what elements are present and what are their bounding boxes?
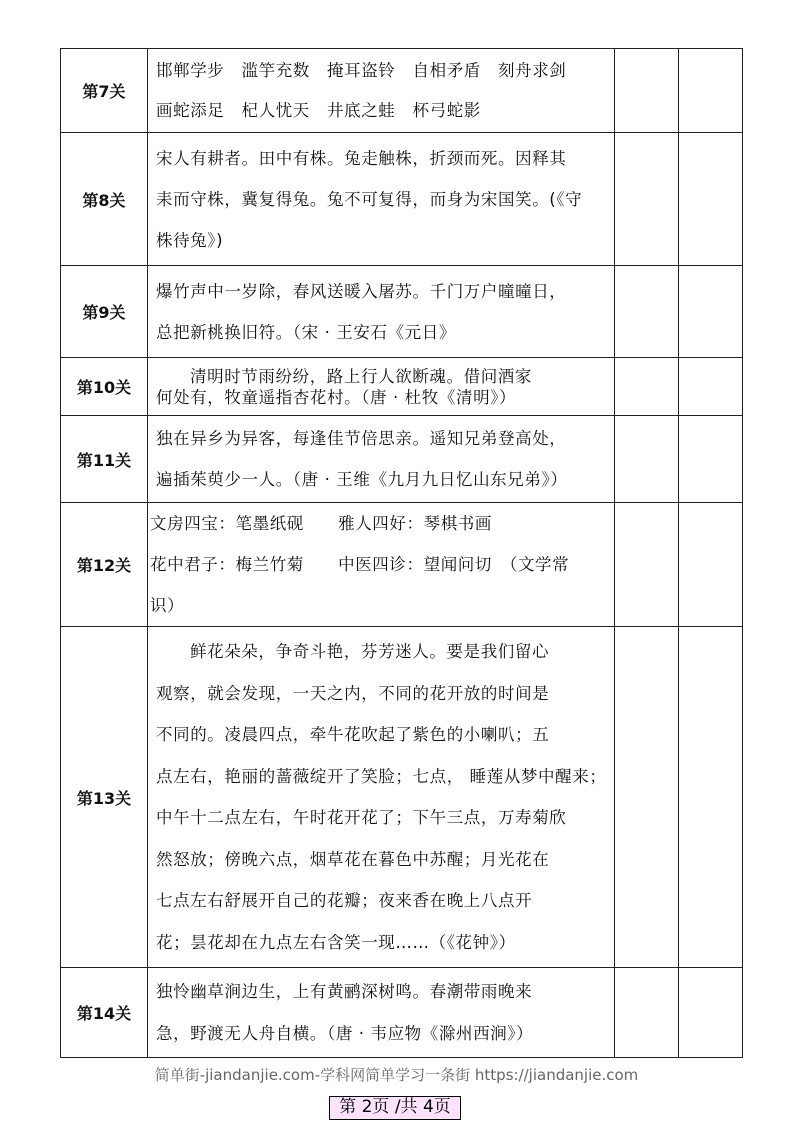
level-label: 第12关 <box>61 503 148 627</box>
level-content <box>148 133 615 266</box>
content-line: 清明时节雨纷纷，路上行人欲断魂。借问酒家 <box>190 366 532 386</box>
blank-cell <box>615 266 679 358</box>
blank-cell <box>615 49 679 133</box>
table-row <box>61 503 743 627</box>
level-content <box>148 358 615 416</box>
content-line: 点左右，艳丽的蔷薇绽开了笑脸；七点， 睡莲从梦中醒来； <box>156 766 607 786</box>
content-line: 花中君子：梅兰竹菊 中医四诊：望闻问切 （文学常 <box>150 555 570 574</box>
table-row <box>61 133 743 266</box>
content-line: 遍插茱萸少一人。（唐 · 王维《九月九日忆山东兄弟》） <box>156 470 568 489</box>
content-line: 何处有，牧童遥指杏花村。（唐 · 杜牧《清明》） <box>156 387 517 407</box>
blank-cell <box>615 968 679 1058</box>
blank-cell <box>615 133 679 266</box>
footer-watermark: 简单街-jiandanjie.com-学科网简单学习一条街 https://jiandanjie.com <box>154 1066 639 1084</box>
table-row <box>61 968 743 1058</box>
level-content <box>148 49 615 133</box>
level-content <box>148 416 615 503</box>
level-label: 第7关 <box>61 49 148 133</box>
table-row <box>61 266 743 358</box>
content-line: 邯郸学步 滥竽充数 掩耳盗铃 自相矛盾 刻舟求剑 <box>156 60 567 80</box>
level-label: 第14关 <box>61 968 148 1058</box>
content-line: 画蛇添足 杞人忧天 井底之蛙 杯弓蛇影 <box>156 100 481 120</box>
level-label: 第8关 <box>61 133 148 266</box>
table-row <box>61 416 743 503</box>
table-row <box>61 49 743 133</box>
level-label: 第13关 <box>61 627 148 968</box>
blank-cell <box>679 358 743 416</box>
content-line: 然怒放；傍晚六点，烟草花在暮色中苏醒；月光花在 <box>156 849 550 869</box>
content-line: 独在异乡为异客，每逢佳节倍思亲。遥知兄弟登高处， <box>156 429 567 448</box>
level-content <box>148 503 615 627</box>
blank-cell <box>679 266 743 358</box>
levels-table <box>60 48 743 1058</box>
blank-cell <box>615 358 679 416</box>
blank-cell <box>679 49 743 133</box>
content-line: 独怜幽草涧边生，上有黄鹂深树鸣。春潮带雨晚来 <box>156 982 533 1001</box>
blank-cell <box>679 133 743 266</box>
blank-cell <box>679 968 743 1058</box>
content-line: 七点左右舒展开自己的花瓣；夜来香在晚上八点开 <box>156 891 533 910</box>
blank-cell <box>615 416 679 503</box>
content-line: 文房四宝：笔墨纸砚 雅人四好：琴棋书画 <box>150 514 492 533</box>
blank-cell <box>615 503 679 627</box>
table-row <box>61 358 743 416</box>
table-row <box>61 627 743 968</box>
level-label: 第11关 <box>61 416 148 503</box>
content-line: 耒而守株，冀复得兔。兔不可复得，而身为宋国笑。(《守 <box>156 189 583 209</box>
blank-cell <box>679 627 743 968</box>
content-line: 爆竹声中一岁除，春风送暖入屠苏。千门万户曈曈日， <box>156 281 567 301</box>
content-line: 中午十二点左右，午时花开花了；下午三点，万寿菊欣 <box>156 808 567 827</box>
content-line: 观察，就会发现，一天之内，不同的花开放的时间是 <box>156 683 550 703</box>
blank-cell <box>679 503 743 627</box>
content-line: 急，野渡无人舟自横。（唐 · 韦应物《滁州西涧》） <box>156 1023 534 1043</box>
level-label: 第10关 <box>61 358 148 416</box>
content-line: 识） <box>150 596 185 615</box>
level-label: 第9关 <box>61 266 148 358</box>
blank-cell <box>615 627 679 968</box>
content-line: 株待兔》) <box>156 230 224 250</box>
content-line: 宋人有耕者。田中有株。兔走触株，折颈而死。因释其 <box>156 148 567 168</box>
level-content <box>148 266 615 358</box>
level-content <box>148 968 615 1058</box>
content-line: 花；昙花却在九点左右含笑一现……（《花钟》） <box>156 932 516 952</box>
level-content <box>148 627 615 968</box>
content-line: 鲜花朵朵，争奇斗艳，芬芳迷人。要是我们留心 <box>190 642 550 661</box>
content-line: 不同的。凌晨四点，牵牛花吹起了紫色的小喇叭；五 <box>156 725 550 744</box>
page-indicator: 第 2页 /共 4页 <box>329 1096 461 1120</box>
content-line: 总把新桃换旧符。（宋 · 王安石《元日》 <box>156 322 456 342</box>
blank-cell <box>679 416 743 503</box>
